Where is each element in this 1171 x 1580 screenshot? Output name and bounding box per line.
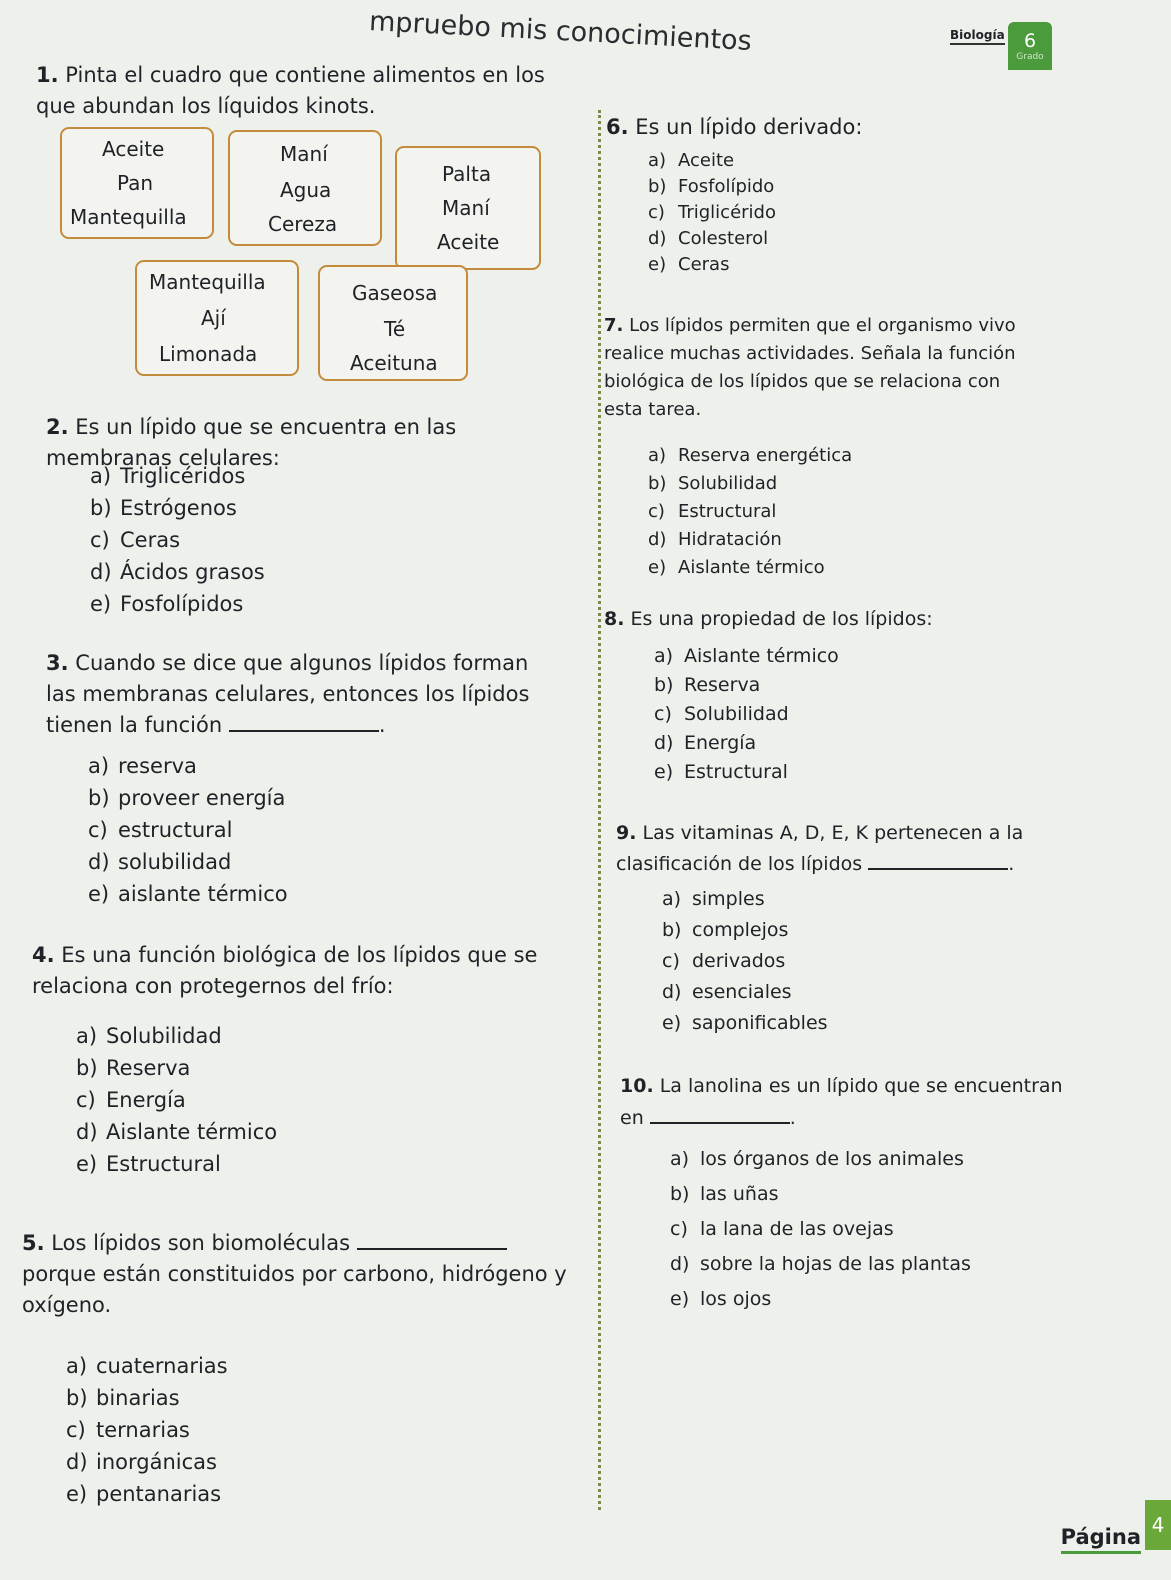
question-number: 2. (46, 415, 69, 439)
option-letter: e) (88, 882, 110, 906)
option-text: pentanarias (96, 1482, 222, 1506)
option-text: las uñas (700, 1183, 779, 1205)
question-text: Es una propiedad de los lípidos: (630, 608, 933, 630)
option-text: aislante térmico (118, 882, 288, 906)
option-letter: a) (670, 1148, 690, 1170)
option-text: sobre la hojas de las plantas (700, 1253, 971, 1275)
answer-blank[interactable] (650, 1122, 790, 1124)
option-text: Fosfolípidos (120, 592, 244, 616)
answer-blank[interactable] (868, 868, 1008, 870)
option-letter: c) (648, 501, 665, 522)
food-box-1[interactable] (60, 127, 214, 239)
option-letter: d) (90, 560, 112, 584)
food-item: Palta (442, 162, 492, 186)
option-letter: a) (648, 445, 667, 466)
option-a[interactable] (88, 750, 288, 782)
option-text: Estructural (678, 501, 777, 522)
option-letter: d) (654, 732, 674, 754)
option-text: binarias (96, 1386, 180, 1410)
question-number: 7. (604, 315, 624, 336)
question-number: 4. (32, 943, 55, 967)
option-d[interactable] (670, 1247, 971, 1282)
option-text: Colesterol (678, 228, 769, 249)
question-4 (32, 940, 557, 1002)
question-text: Es un lípido derivado: (635, 115, 863, 139)
option-text: simples (692, 888, 765, 910)
food-item: Agua (280, 178, 332, 202)
question-text: Las vitaminas A, D, E, K pertenecen a la clasificación de los lípidos (616, 822, 1024, 875)
option-text: Aislante térmico (106, 1120, 278, 1144)
option-d[interactable] (90, 556, 265, 588)
option-b[interactable] (76, 1052, 277, 1084)
option-c[interactable] (648, 498, 852, 526)
option-text: Ácidos grasos (120, 560, 265, 584)
option-text: la lana de las ovejas (700, 1218, 894, 1240)
answer-blank[interactable] (357, 1248, 507, 1250)
food-box-4[interactable] (135, 260, 299, 376)
question-3 (46, 648, 556, 741)
option-letter: a) (648, 150, 667, 171)
option-letter: b) (66, 1386, 88, 1410)
option-text: Triglicéridos (120, 464, 246, 488)
option-text: esenciales (692, 981, 792, 1003)
option-c[interactable] (88, 814, 288, 846)
option-letter: e) (648, 254, 667, 275)
question-number: 1. (36, 63, 59, 87)
option-letter: c) (670, 1218, 688, 1240)
question-7 (604, 312, 1034, 424)
option-text: reserva (118, 754, 197, 778)
option-text: inorgánicas (96, 1450, 217, 1474)
option-a[interactable] (90, 460, 265, 492)
option-text: Estructural (106, 1152, 221, 1176)
question-text: Es una función biológica de los lípidos que se relaciona con protegernos del frío: (32, 943, 538, 998)
option-d[interactable] (66, 1446, 228, 1478)
option-text: solubilidad (118, 850, 232, 874)
option-c[interactable] (648, 200, 776, 226)
option-d[interactable] (648, 526, 852, 554)
grade-number: 6 (1023, 30, 1037, 52)
question-text: La lanolina es un lípido que se encuentran en (620, 1075, 1063, 1129)
option-text: Triglicérido (678, 202, 776, 223)
food-item: Aceituna (350, 351, 438, 375)
option-e[interactable] (648, 252, 776, 278)
option-letter: d) (66, 1450, 88, 1474)
option-letter: e) (66, 1482, 88, 1506)
option-letter: e) (648, 557, 667, 578)
option-letter: a) (66, 1354, 88, 1378)
option-a[interactable] (654, 642, 839, 671)
option-text: Reserva energética (678, 445, 853, 466)
food-box-5[interactable] (318, 265, 468, 381)
option-letter: a) (90, 464, 112, 488)
page-label: Página (1061, 1525, 1141, 1554)
option-text: derivados (692, 950, 786, 972)
option-letter: d) (648, 228, 667, 249)
question-text: Pinta el cuadro que contiene alimentos en los que abundan los líquidos kinots. (36, 63, 545, 118)
option-letter: e) (90, 592, 112, 616)
option-letter: b) (654, 674, 674, 696)
question-6 (606, 112, 1056, 143)
option-letter: c) (90, 528, 110, 552)
option-text: Energía (106, 1088, 186, 1112)
option-text: Ceras (678, 254, 730, 275)
option-b[interactable] (88, 782, 288, 814)
option-c[interactable] (76, 1084, 277, 1116)
option-text: Reserva (684, 674, 761, 696)
food-box-2[interactable] (228, 130, 382, 246)
q3-options (88, 750, 288, 910)
option-letter: c) (654, 703, 672, 725)
option-letter: c) (662, 950, 680, 972)
option-b[interactable] (648, 470, 852, 498)
q9-options (662, 884, 828, 1039)
option-letter: e) (76, 1152, 98, 1176)
food-item: Aceite (437, 230, 500, 254)
question-number: 8. (604, 608, 625, 630)
option-text: Estructural (684, 761, 788, 783)
option-letter: b) (648, 176, 667, 197)
question-text: Los lípidos son biomoléculas (51, 1231, 351, 1255)
option-c[interactable] (654, 700, 839, 729)
option-c[interactable] (662, 946, 828, 977)
question-text: Los lípidos permiten que el organismo vivo realice muchas actividades. Señala la función biológica de los lípidos que se relaciona con esta tarea. (604, 315, 1016, 420)
question-5 (22, 1228, 567, 1321)
option-letter: b) (648, 473, 667, 494)
option-e[interactable] (88, 878, 288, 910)
food-item: Mantequilla (149, 270, 266, 294)
q2-options (90, 460, 265, 620)
question-text: Es un lípido que se encuentra en las membranas celulares: (46, 415, 457, 470)
option-letter: d) (648, 529, 667, 550)
subject-label: Biología (950, 28, 1005, 45)
option-b[interactable] (648, 174, 776, 200)
option-d[interactable] (662, 977, 828, 1008)
option-a[interactable] (662, 884, 828, 915)
option-text: Aceite (678, 150, 735, 171)
question-text-cont: porque están constituidos por carbono, hidrógeno y oxígeno. (22, 1262, 567, 1317)
food-item: Pan (117, 171, 154, 195)
option-letter: d) (670, 1253, 690, 1275)
option-text: los ojos (700, 1288, 772, 1310)
option-letter: a) (662, 888, 682, 910)
food-item: Cereza (268, 212, 338, 236)
option-e[interactable] (66, 1478, 228, 1510)
option-text: saponificables (692, 1012, 828, 1034)
option-a[interactable] (648, 442, 852, 470)
food-item: Aceite (102, 137, 165, 161)
option-letter: e) (654, 761, 674, 783)
option-e[interactable] (670, 1282, 971, 1317)
option-text: Reserva (106, 1056, 191, 1080)
food-item: Maní (442, 196, 490, 220)
option-b[interactable] (670, 1177, 971, 1212)
option-letter: b) (76, 1056, 98, 1080)
q4-options (76, 1020, 277, 1180)
q10-options (670, 1142, 971, 1317)
option-letter: a) (88, 754, 110, 778)
food-item: Ají (201, 306, 226, 330)
option-text: Solubilidad (678, 473, 778, 494)
q6-options (648, 148, 776, 278)
option-letter: b) (670, 1183, 690, 1205)
answer-blank[interactable] (229, 730, 379, 732)
option-letter: e) (662, 1012, 682, 1034)
question-number: 5. (22, 1231, 45, 1255)
option-text: ternarias (96, 1418, 190, 1442)
option-letter: b) (90, 496, 112, 520)
option-d[interactable] (654, 729, 839, 758)
grade-label: Grado (1016, 52, 1044, 62)
option-b[interactable] (654, 671, 839, 700)
food-box-3[interactable] (395, 146, 541, 270)
option-text: Aislante térmico (684, 645, 839, 667)
option-c[interactable] (670, 1212, 971, 1247)
option-c[interactable] (90, 524, 265, 556)
option-b[interactable] (662, 915, 828, 946)
option-a[interactable] (648, 148, 776, 174)
option-text: Solubilidad (684, 703, 789, 725)
question-text-end: . (378, 713, 386, 737)
option-a[interactable] (76, 1020, 277, 1052)
question-10 (620, 1070, 1090, 1134)
option-text: los órganos de los animales (700, 1148, 964, 1170)
food-item: Té (384, 317, 406, 341)
grade-badge (1008, 22, 1052, 70)
food-item: Limonada (159, 342, 258, 366)
question-text-end: . (789, 1107, 796, 1129)
option-d[interactable] (88, 846, 288, 878)
option-text: estructural (118, 818, 233, 842)
option-letter: a) (76, 1024, 98, 1048)
option-e[interactable] (648, 554, 852, 582)
option-e[interactable] (90, 588, 265, 620)
question-number: 6. (606, 115, 629, 139)
option-letter: c) (648, 202, 665, 223)
option-letter: a) (654, 645, 674, 667)
option-e[interactable] (654, 758, 839, 787)
option-d[interactable] (648, 226, 776, 252)
option-text: Solubilidad (106, 1024, 222, 1048)
question-number: 10. (620, 1075, 654, 1097)
food-item: Gaseosa (352, 281, 438, 305)
option-text: Ceras (120, 528, 181, 552)
option-text: Aislante térmico (678, 557, 825, 578)
question-text-end: . (1008, 853, 1015, 875)
option-letter: c) (76, 1088, 96, 1112)
option-a[interactable] (670, 1142, 971, 1177)
question-number: 9. (616, 822, 637, 844)
question-8 (604, 604, 1054, 635)
question-text: Cuando se dice que algunos lípidos forman las membranas celulares, entonces los lípidos tienen la función (46, 651, 530, 737)
option-text: Hidratación (678, 529, 782, 550)
page-number: 4 (1145, 1500, 1171, 1550)
question-1 (36, 60, 556, 122)
option-letter: b) (662, 919, 682, 941)
option-letter: e) (670, 1288, 690, 1310)
option-letter: d) (662, 981, 682, 1003)
food-item: Maní (280, 142, 328, 166)
option-letter: c) (88, 818, 108, 842)
option-a[interactable] (66, 1350, 228, 1382)
question-9 (616, 818, 1076, 880)
option-letter: b) (88, 786, 110, 810)
option-letter: d) (88, 850, 110, 874)
question-number: 3. (46, 651, 69, 675)
option-text: Fosfolípido (678, 176, 775, 197)
option-e[interactable] (662, 1008, 828, 1039)
q5-options (66, 1350, 228, 1510)
option-letter: c) (66, 1418, 86, 1442)
option-text: Energía (684, 732, 757, 754)
option-d[interactable] (76, 1116, 277, 1148)
q7-options (648, 442, 852, 582)
option-e[interactable] (76, 1148, 277, 1180)
option-b[interactable] (66, 1382, 228, 1414)
option-b[interactable] (90, 492, 265, 524)
q8-options (654, 642, 839, 787)
column-divider (598, 110, 601, 1510)
option-text: cuaternarias (96, 1354, 228, 1378)
option-text: complejos (692, 919, 789, 941)
option-text: proveer energía (118, 786, 286, 810)
option-letter: d) (76, 1120, 98, 1144)
page-title: mpruebo mis conocimientos (368, 6, 753, 58)
option-text: Estrógenos (120, 496, 237, 520)
food-item: Mantequilla (70, 205, 187, 229)
option-c[interactable] (66, 1414, 228, 1446)
